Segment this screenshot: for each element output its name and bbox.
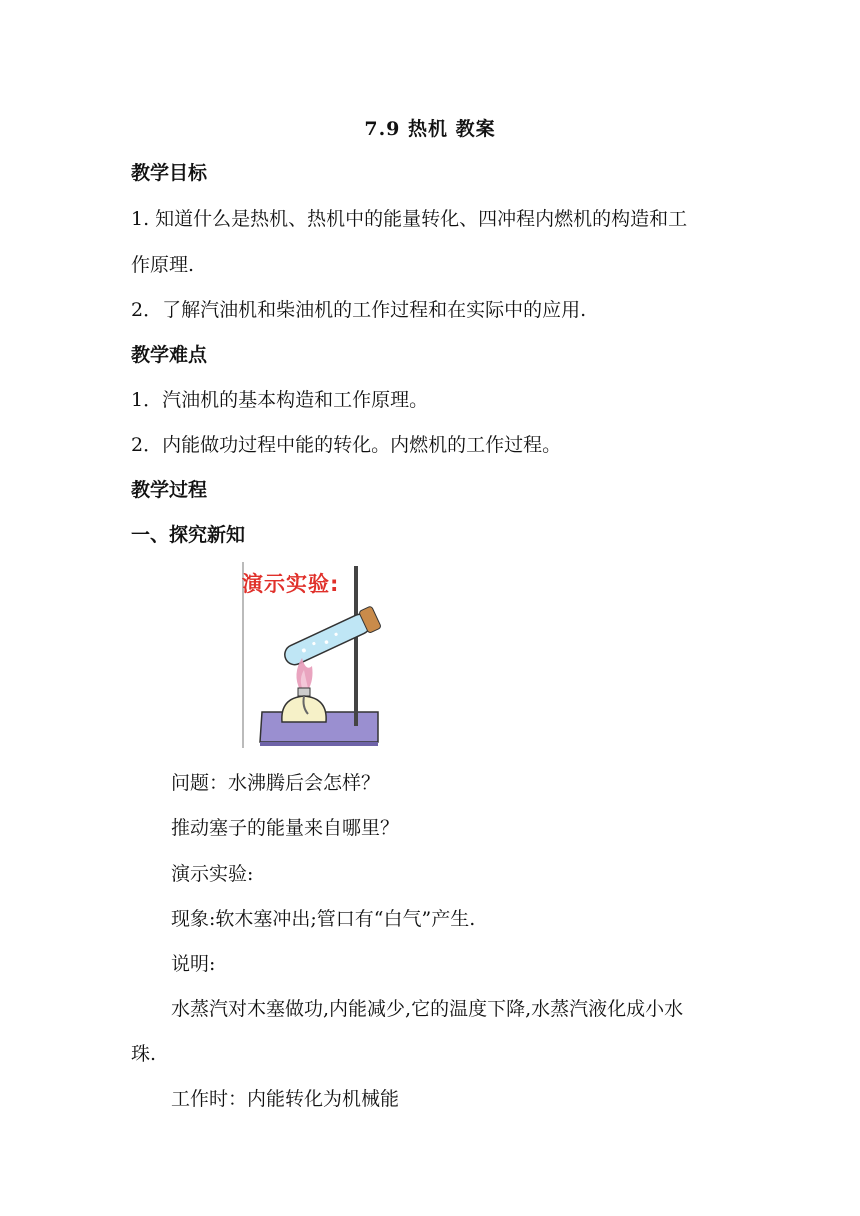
objective-item-1-line-2: 作原理. xyxy=(131,254,195,276)
explain-label: 说明: xyxy=(171,953,216,975)
section-heading-explore: 一、探究新知 xyxy=(131,524,246,546)
experiment-illustration xyxy=(242,562,382,748)
question-2: 推动塞子的能量来自哪里？ xyxy=(171,817,400,839)
objectives-heading: 教学目标 xyxy=(131,162,208,184)
difficulties-heading: 教学难点 xyxy=(131,344,208,366)
process-heading: 教学过程 xyxy=(131,479,208,501)
test-tube xyxy=(281,606,382,670)
question-1: 问题：水沸腾后会怎样？ xyxy=(171,772,381,794)
difficulty-item-1: 1．汽油机的基本构造和工作原理。 xyxy=(131,389,429,411)
stand-rod xyxy=(354,566,358,726)
explain-text-line-1: 水蒸汽对木塞做功,内能减少,它的温度下降,水蒸汽液化成小水 xyxy=(171,998,684,1020)
lamp-cap xyxy=(298,688,310,696)
figure-label: 演示实验: xyxy=(242,572,340,596)
objective-item-2: 2．了解汽油机和柴油机的工作过程和在实际中的应用. xyxy=(131,299,587,321)
document-title: 7.9 热机 教案 xyxy=(364,118,496,140)
stand-base-edge xyxy=(260,742,378,746)
explain-text-line-2: 珠. xyxy=(131,1043,157,1065)
phenomenon-text: 现象:软木塞冲出;管口有“白气”产生. xyxy=(171,908,476,930)
conclusion-text: 工作时：内能转化为机械能 xyxy=(171,1088,400,1110)
objective-item-1-line-1: 1. 知道什么是热机、热机中的能量转化、四冲程内燃机的构造和工 xyxy=(131,208,688,230)
difficulty-item-2: 2．内能做功过程中能的转化。内燃机的工作过程。 xyxy=(131,434,562,456)
demo-label: 演示实验: xyxy=(171,863,254,885)
